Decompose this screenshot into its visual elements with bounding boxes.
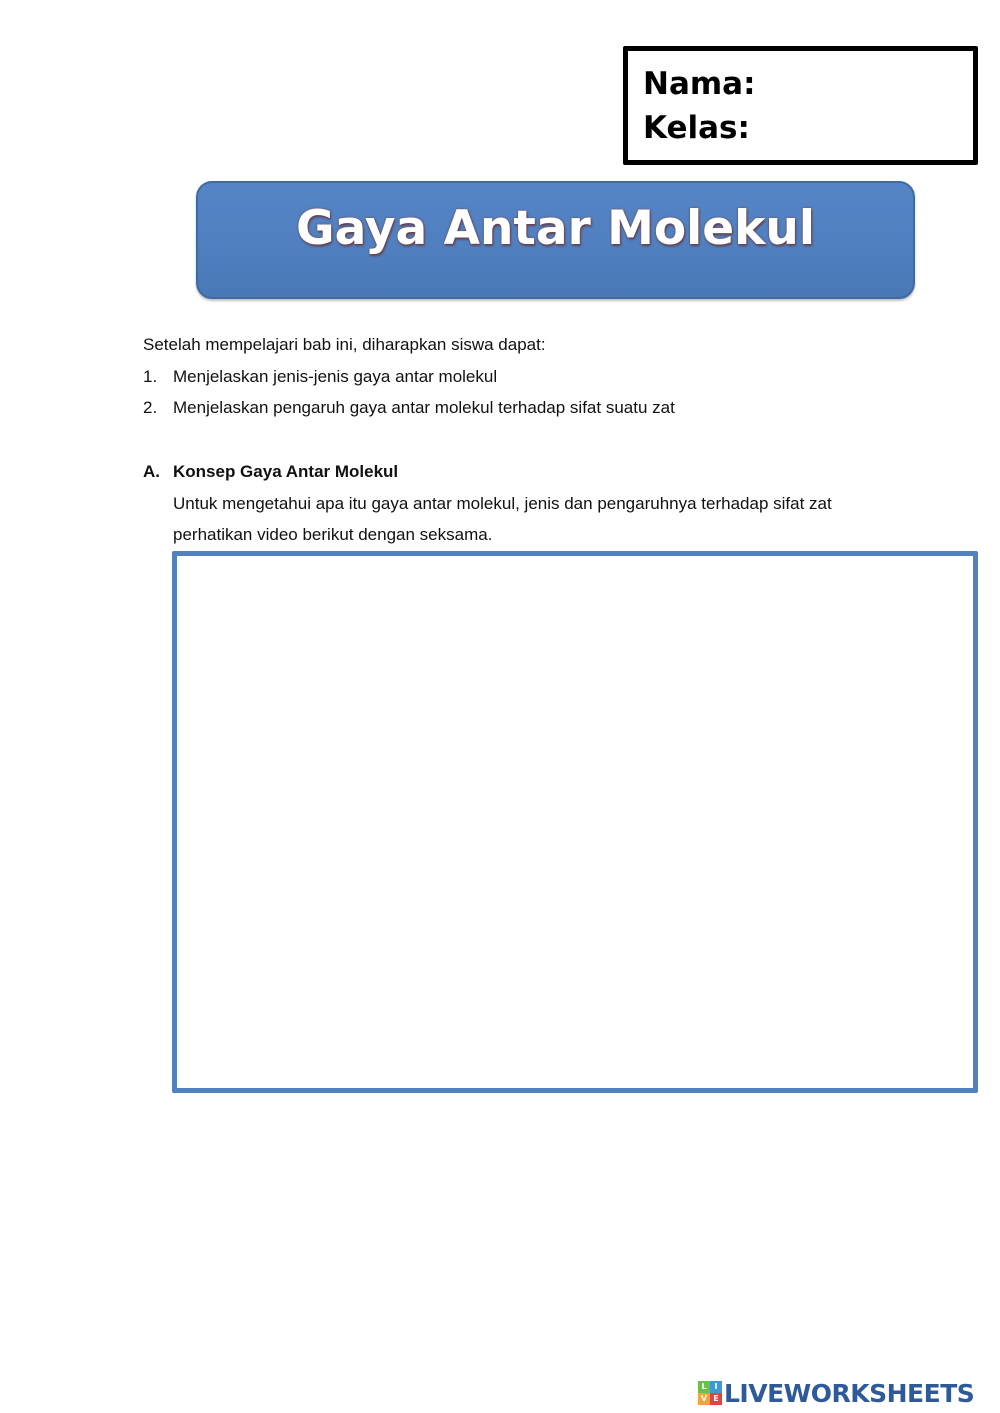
objective-number: 1. [143, 367, 158, 386]
brand-name: LIVEWORKSHEETS [724, 1378, 975, 1408]
objectives-intro: Setelah mempelajari bab ini, diharapkan siswa dapat: [143, 335, 546, 354]
logo-letter: L [698, 1381, 710, 1393]
objective-item: Menjelaskan pengaruh gaya antar molekul terhadap sifat suatu zat [173, 398, 675, 417]
logo-letter: I [710, 1381, 722, 1393]
title-banner [196, 181, 915, 299]
page-title: Gaya Antar Molekul [296, 201, 815, 256]
name-label: Nama: [643, 66, 756, 102]
student-info-box [623, 46, 978, 165]
objective-number: 2. [143, 398, 158, 417]
liveworksheets-logo [698, 1378, 974, 1408]
class-label: Kelas: [643, 110, 750, 146]
section-body-line: Untuk mengetahui apa itu gaya antar molekul, jenis dan pengaruhnya terhadap sifat zat [173, 494, 832, 513]
logo-letter: E [710, 1393, 722, 1405]
section-heading: Konsep Gaya Antar Molekul [173, 462, 399, 481]
liveworksheets-icon [698, 1381, 722, 1405]
video-embed-frame[interactable] [172, 551, 978, 1093]
section-body-line: perhatikan video berikut dengan seksama. [173, 525, 493, 544]
objective-item: Menjelaskan jenis-jenis gaya antar molekul [173, 367, 498, 386]
section-marker: A. [143, 462, 160, 481]
logo-letter: V [698, 1393, 710, 1405]
